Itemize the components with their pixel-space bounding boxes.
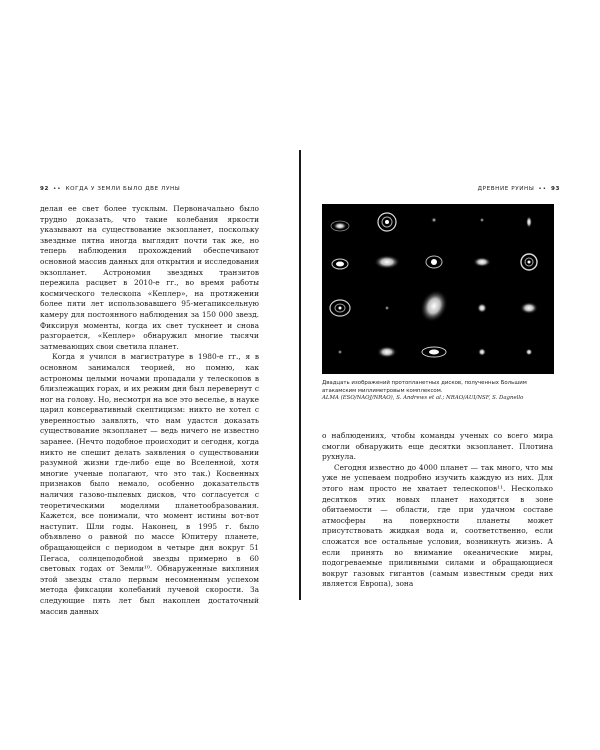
figure-caption [322,380,554,403]
disk-16 [338,350,343,355]
disk-12 [385,306,390,311]
disk-10 [521,254,537,270]
left-running-title: КОГДА У ЗЕМЛИ БЫЛО ДВЕ ЛУНЫ [65,186,181,192]
disk-4 [480,218,485,223]
disk-6 [332,259,348,269]
disk-1 [331,221,349,231]
image-credit: ALMA (ESO/NAOJ/NRAO), S. Andrews et al.; NRAO/AUI/NSF, S. Dagnello [322,395,524,402]
disk-15 [520,302,538,314]
book-spine [299,150,301,600]
disk-8 [426,256,442,268]
right-paragraph-2: Сегодня известно до 4000 планет — так много, что мы уже не успеваем подробно изучить каждую из них. Для этого нам просто не хватает телескопов¹¹. Несколько десятков этих новых планет находятся в зоне обитаемости — области, где при удачном составе атмосферы на поверхности планеты может присутствовать жидкая вода и, соответственно, если сложатся все остальные условия, возникнуть жизнь. А если принять во внимание океанические миры, подогреваемые приливными силами и обращающиеся вокруг газовых гигантов (самым известным среди них является Европа), зона [322,462,553,589]
disks-grid-graphic [322,204,554,374]
right-header-dots: •• [538,186,548,192]
disk-18 [422,347,446,357]
left-page-body [40,204,259,617]
disk-7 [374,255,400,269]
disk-19 [478,348,486,356]
disk-3 [431,217,437,223]
right-page-header [478,186,560,192]
right-running-title: ДРЕВНИЕ РУИНЫ [477,186,535,192]
disk-20 [526,349,533,356]
disk-14 [477,303,487,313]
disk-9 [473,257,491,267]
disk-2 [378,213,396,231]
disk-13 [415,285,453,327]
left-header-dots: •• [52,186,62,192]
left-page-number: 92 [40,186,49,192]
right-paragraph-1: о наблюдениях, чтобы команды ученых со всего мира смогли обнаружить еще десятки экзопланет. Плотина рухнула. [322,431,553,462]
disk-17 [377,346,397,358]
disk-5 [526,216,532,228]
protoplanetary-disks-image [322,204,554,374]
caption-text: Двадцать изображений протопланетных дисков, полученных Большим атакамским миллиметровым комплексом. [322,380,527,394]
right-page-body [322,431,553,590]
left-paragraph-2: Когда я учился в магистратуре в 1980-е гг., я в основном занимался теорией, но помню, как астрономы целыми ночами пропадали у телескопов в близлежащих горах, и их режим дня был перевернут с ног на голову. Но, несмотря на все это веселье, в науке царил консервативный скептицизм: никто не хотел с уверенностью заявлять, что нам удастся доказать существование экзопланет — ведь ничего не известно заранее. (Нечто подобное происходит и сегодня, когда никто не спешит делать заявления о существовании разумной жизни где-либо еще во Вселенной, хотя многие ученые полагают, что это так.) Косвенных признаков было немало, особенно доказательств наличия газово-пылевых дисков, что согласуется с теоретическими моделями планетообразования. Кажется, все понимали, что момент истины вот-вот наступит. Шли годы. Наконец, в 1995 г. было объявлено о равной по массе Юпитеру планете, обращающейся с периодом в четыре дня вокруг 51 Пегаса, солнцеподобной звезды примерно в 60 световых годах от Земли¹⁰. Обнаруженные вихляния этой звезды стало первым несомненным успехом метода фиксации колебаний лучевой скорости. За следующие пять лет был накоплен достаточный массив данных [40,352,259,616]
left-page-header [40,186,180,192]
left-paragraph-1: делая ее свет более тусклым. Первоначально было трудно доказать, что такие колебания яркости указывают на существование экзопланет, поскольку звездные пятна иногда выглядят почти так же, но теперь наблюдения прохождений обеспечивают основной массив данных для открытия и исследования экзопланет. Астрономия звездных транзитов пережила расцвет в 2010-е гг., во время работы космического телескопа «Кеплер», на протяжении более пяти лет использовавшего 95-мегапиксельную камеру для постоянного наблюдения за 150 000 звезд. Фиксируя моменты, когда их свет тускнеет и снова разгорается, «Кеплер» обнаружил многие тысячи затмевающих свои светила планет. [40,204,259,351]
disk-11 [330,300,350,316]
right-page-number: 93 [551,186,560,192]
